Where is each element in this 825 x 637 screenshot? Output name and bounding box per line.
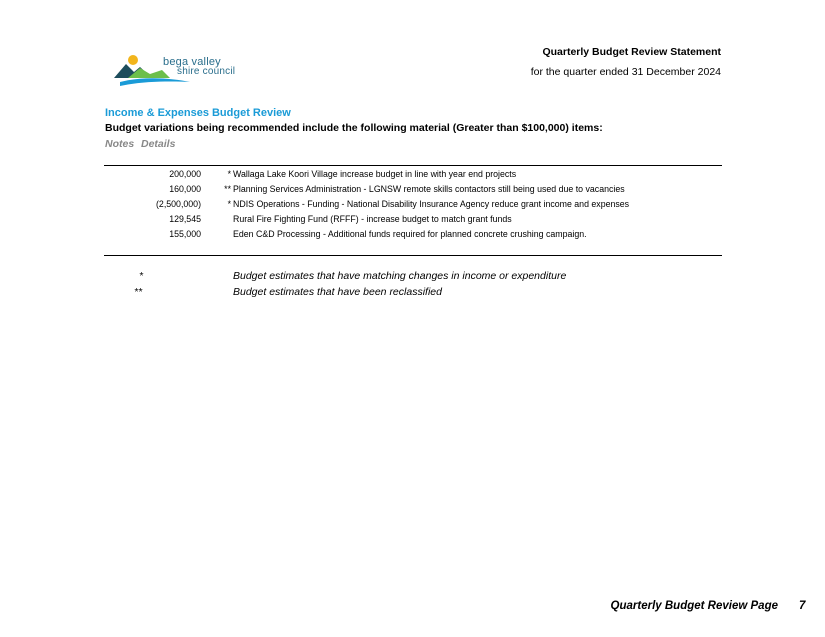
report-title: Quarterly Budget Review Statement <box>542 46 721 58</box>
footnote-text-matching: Budget estimates that have matching changes in income or expenditure <box>233 270 567 282</box>
report-period: for the quarter ended 31 December 2024 <box>530 66 721 78</box>
logo-line-2: shire council <box>177 66 236 77</box>
table-row <box>104 228 722 243</box>
row-note-mark: ** <box>224 184 231 194</box>
variations-table <box>104 168 722 243</box>
row-amount: 155,000 <box>169 229 201 239</box>
footnote-text-reclassified: Budget estimates that have been reclassified <box>233 286 442 298</box>
section-subtitle: Budget variations being recommended include the following material (Greater than $100,000) items: <box>105 122 603 134</box>
table-row <box>104 183 722 198</box>
row-amount: 200,000 <box>169 169 201 179</box>
row-description: NDIS Operations - Funding - National Disability Insurance Agency reduce grant income and expenses <box>233 199 630 209</box>
column-header-details: Details <box>141 138 176 150</box>
row-description: Eden C&D Processing - Additional funds required for planned concrete crushing campaign. <box>233 229 587 239</box>
row-description: Wallaga Lake Koori Village increase budget in line with year end projects <box>233 169 517 179</box>
logo-sun <box>128 55 138 65</box>
page-number: 7 <box>799 600 806 612</box>
section-title: Income & Expenses Budget Review <box>105 107 291 119</box>
row-note-mark: * <box>227 169 231 179</box>
table-top-rule <box>104 165 722 166</box>
row-amount: 129,545 <box>169 214 201 224</box>
row-description: Rural Fire Fighting Fund (RFFF) - increase budget to match grant funds <box>233 214 512 224</box>
row-description: Planning Services Administration - LGNSW remote skills contactors still being used due to vacancies <box>233 184 625 194</box>
table-bottom-rule <box>104 255 722 256</box>
row-amount: (2,500,000) <box>156 199 201 209</box>
council-logo <box>112 48 242 90</box>
footer-label: Quarterly Budget Review Page <box>610 600 778 612</box>
logo-line-1: bega valley <box>163 56 221 68</box>
logo-green-hills <box>128 68 170 78</box>
footnote-mark-reclassified: ** <box>134 286 143 298</box>
row-amount: 160,000 <box>169 184 201 194</box>
row-note-mark: * <box>227 199 231 209</box>
column-header-notes: Notes <box>105 138 135 150</box>
table-row <box>104 213 722 228</box>
logo-water-wave <box>120 78 190 86</box>
table-row <box>104 168 722 183</box>
table-row <box>104 198 722 213</box>
footnote-mark-matching: * <box>139 270 144 282</box>
